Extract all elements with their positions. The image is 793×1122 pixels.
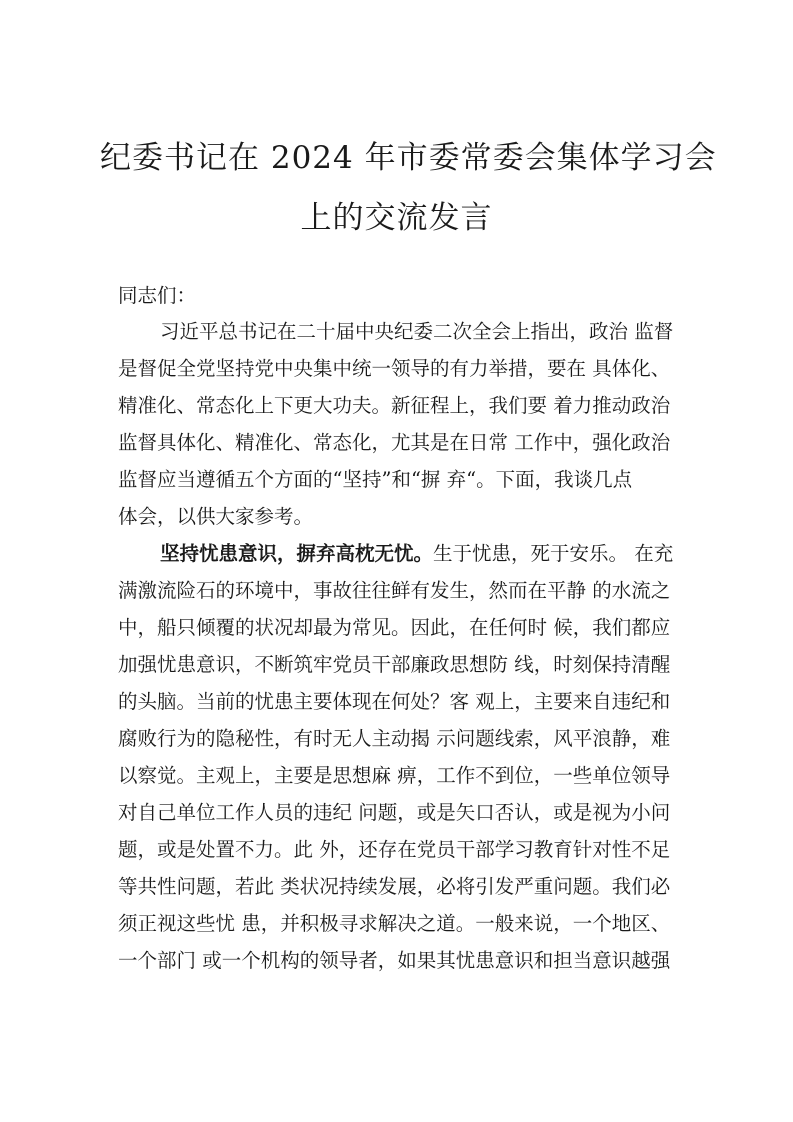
paragraph-line: 等共性问题，若此 类状况持续发展，必将引发严重问题。我们必 (118, 875, 671, 898)
paragraph-line: 精准化、常态化上下更大功夫。新征程上，我们要 着力推动政治 (118, 394, 671, 417)
paragraph-line: 一个部门 或一个机构的领导者，如果其忧患意识和担当意识越强 (118, 949, 671, 972)
paragraph-line: 的头脑。当前的忧患主要体现在何处？客 观上，主要来自违纪和 (118, 690, 671, 713)
paragraph-line: 监督应当遵循五个方面的“坚持”和“摒 弃“。下面，我谈几点 (118, 468, 633, 491)
paragraph-line: 加强忧患意识，不断筑牢党员干部廉政思想防 线，时刻保持清醒 (118, 653, 671, 676)
salutation: 同志们： (118, 284, 197, 307)
paragraph-line: 监督具体化、精准化、常态化，尤其是在日常 工作中，强化政治 (118, 431, 671, 454)
paragraph-first-line (160, 539, 720, 569)
paragraph-line: 满激流险石的环境中，事故往往鲜有发生，然而在平静 的水流之 (118, 579, 671, 602)
paragraph-line: 习近平总书记在二十届中央纪委二次全会上指出，政治 监督 (160, 320, 674, 343)
document-title-line-1: 纪委书记在 2024 年市委常委会集体学习会 (100, 140, 717, 176)
document-title-line-2: 上的交流发言 (300, 200, 493, 236)
paragraph-line: 体会，以供大家参考。 (118, 505, 314, 528)
paragraph-lead-heading: 坚持忧患意识，摒弃高枕无忧。 (160, 542, 434, 565)
paragraph-line: 以察觉。主观上，主要是思想麻 痹，工作不到位，一些单位领导 (118, 764, 671, 787)
paragraph-line: 题，或是处置不力。此 外，还存在党员干部学习教育针对性不足 (118, 838, 671, 861)
paragraph-line: 须正视这些忧 患，并积极寻求解决之道。一般来说，一个地区、 (118, 912, 671, 935)
paragraph-text: 生于忧患，死于安乐。 在充 (433, 542, 674, 565)
paragraph-line: 是督促全党坚持党中央集中统一领导的有力举措，要在 具体化、 (118, 357, 671, 380)
paragraph-line: 中，船只倾覆的状况却最为常见。因此，在任何时 候，我们都应 (118, 616, 671, 639)
paragraph-line: 对自己单位工作人员的违纪 问题，或是矢口否认，或是视为小问 (118, 801, 671, 824)
paragraph-line: 腐败行为的隐秘性，有时无人主动揭 示问题线索，风平浪静，难 (118, 727, 671, 750)
